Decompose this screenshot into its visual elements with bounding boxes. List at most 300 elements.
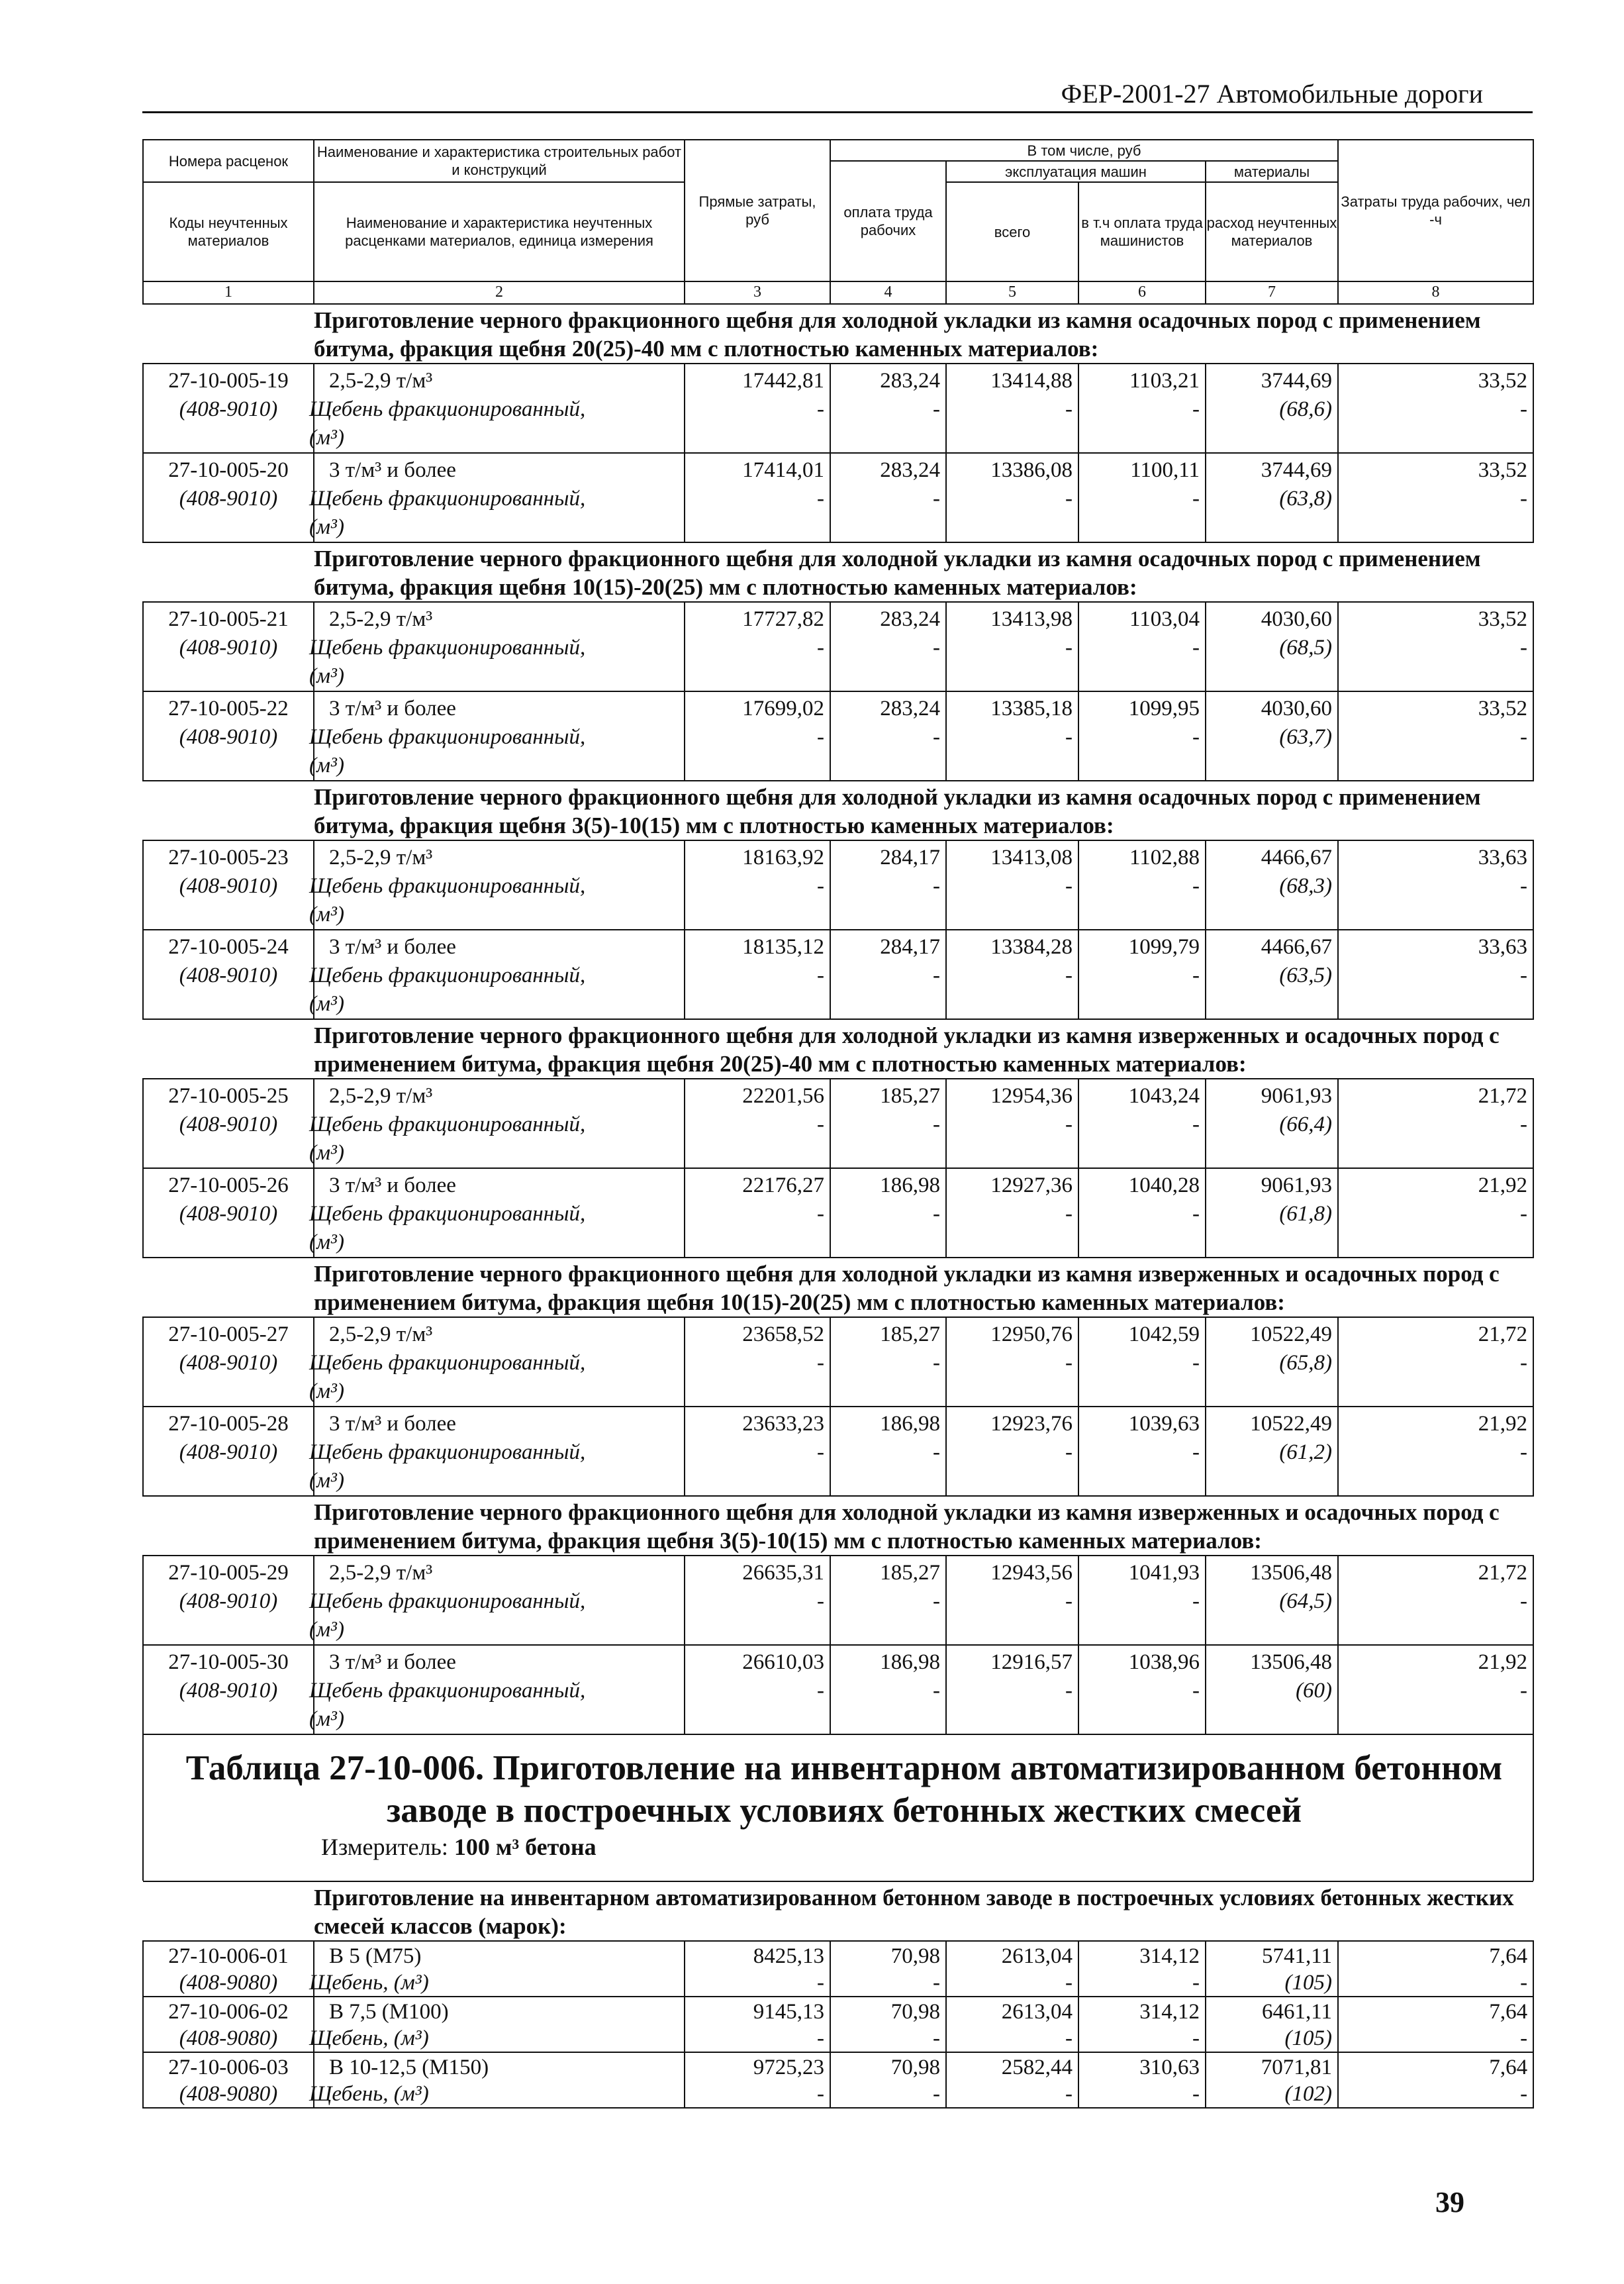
rate-code: 27-10-005-29 (168, 1561, 289, 1585)
value-v4: 284,17 (880, 935, 940, 959)
value-dash: - (1520, 1971, 1528, 1995)
value-dash: - (817, 1679, 824, 1703)
col-header-work-name: Наименование и характеристика строительных работ и конструкций (314, 140, 685, 182)
value-v6: 1038,96 (1128, 1650, 1200, 1674)
rate-code: 27-10-005-22 (168, 697, 289, 720)
material-use: (66,4) (1279, 1113, 1333, 1136)
value-v7: 13506,48 (1250, 1561, 1333, 1585)
page-number: 39 (1435, 2186, 1464, 2218)
value-dash: - (1192, 2082, 1200, 2106)
material-unit: (м³) (309, 992, 344, 1016)
value-dash: - (1192, 1971, 1200, 1995)
table-row (143, 1407, 1533, 1496)
work-name: 3 т/м³ и более (329, 697, 456, 720)
value-v6: 1040,28 (1128, 1173, 1200, 1197)
material-code: (408-9080) (179, 1971, 278, 1995)
material-name: Щебень фракционированный, (309, 1351, 586, 1375)
material-unit: (м³) (309, 903, 344, 926)
value-v8: 33,52 (1478, 458, 1528, 482)
value-v6: 1103,04 (1129, 607, 1200, 631)
work-name: 2,5-2,9 т/м³ (329, 846, 433, 869)
value-dash: - (1192, 725, 1200, 749)
value-dash: - (933, 1440, 940, 1464)
section-row (143, 304, 1533, 364)
material-unit: (м³) (309, 1707, 344, 1731)
value-v6: 1041,93 (1128, 1561, 1200, 1585)
value-v7: 3744,69 (1261, 369, 1333, 393)
value-v6: 1099,79 (1128, 935, 1200, 959)
section-title: Приготовление черного фракционного щебня для холодной укладки из камня осадочных пород с применением битума, фракция щебня 20(25)-40 мм с плотностью каменных материалов: (143, 304, 1533, 364)
value-dash: - (1192, 1440, 1200, 1464)
value-dash: - (1520, 1351, 1528, 1375)
section-title: Приготовление черного фракционного щебня для холодной укладки из камня осадочных пород с применением битума, фракция щебня 3(5)-10(15) мм с плотностью каменных материалов: (143, 781, 1533, 840)
value-v6: 1042,59 (1128, 1322, 1200, 1346)
value-v3: 26610,03 (742, 1650, 824, 1674)
value-v3: 23633,23 (742, 1412, 824, 1436)
value-dash: - (933, 874, 940, 898)
value-v7: 10522,49 (1250, 1322, 1333, 1346)
table-row (143, 1168, 1533, 1258)
table-row (143, 1079, 1533, 1168)
value-dash: - (1520, 1679, 1528, 1703)
value-v7: 6461,11 (1261, 2000, 1332, 2024)
col-header-wages: оплата труда рабочих (830, 161, 946, 281)
material-name: Щебень фракционированный, (309, 636, 586, 660)
material-unit: (м³) (309, 1379, 344, 1403)
value-v5: 12916,57 (990, 1650, 1073, 1674)
value-v7: 5741,11 (1261, 1944, 1332, 1968)
work-name: 2,5-2,9 т/м³ (329, 1322, 433, 1346)
table2-unit (321, 1833, 597, 1861)
section-title: Приготовление на инвентарном автоматизированном бетонном заводе в построечных условиях бетонных жестких смесей классов (марок): (143, 1881, 1533, 1941)
unit-label: Измеритель: (321, 1834, 448, 1860)
value-dash: - (933, 1202, 940, 1226)
section-title: Приготовление черного фракционного щебня для холодной укладки из камня изверженных и осадочных пород с применением битума, фракция щебня 10(15)-20(25) мм с плотностью каменных материалов: (143, 1258, 1533, 1317)
value-v8: 7,64 (1489, 2000, 1528, 2024)
value-v5: 13414,88 (990, 369, 1073, 393)
work-name: В 5 (М75) (329, 1944, 422, 1968)
value-dash: - (1065, 1589, 1073, 1613)
value-v8: 21,92 (1478, 1650, 1528, 1674)
value-dash: - (1065, 725, 1073, 749)
value-dash: - (1192, 1679, 1200, 1703)
value-v8: 21,92 (1478, 1173, 1528, 1197)
value-dash: - (1065, 1202, 1073, 1226)
value-dash: - (1520, 874, 1528, 898)
material-use: (61,2) (1279, 1440, 1333, 1464)
col-number: 4 (830, 281, 946, 304)
value-v8: 21,72 (1478, 1322, 1528, 1346)
material-code: (408-9010) (179, 874, 278, 898)
value-dash: - (1192, 1113, 1200, 1136)
value-dash: - (817, 1351, 824, 1375)
value-v3: 26635,31 (742, 1561, 824, 1585)
value-v7: 3744,69 (1261, 458, 1333, 482)
value-v8: 33,63 (1478, 935, 1528, 959)
value-dash: - (1065, 636, 1073, 660)
rate-code: 27-10-005-19 (168, 369, 289, 393)
page-header: ФЕР-2001-27 Автомобильные дороги (1061, 79, 1483, 109)
value-v3: 8425,13 (753, 1944, 824, 1968)
material-use: (61,8) (1279, 1202, 1333, 1226)
material-code: (408-9010) (179, 964, 278, 987)
material-code: (408-9010) (179, 1679, 278, 1703)
material-unit: (м³) (309, 664, 344, 688)
value-dash: - (933, 2026, 940, 2050)
value-v8: 33,52 (1478, 607, 1528, 631)
rate-code: 27-10-005-28 (168, 1412, 289, 1436)
material-name: Щебень фракционированный, (309, 874, 586, 898)
table-row (143, 1317, 1533, 1407)
rate-code: 27-10-006-02 (168, 2000, 289, 2024)
table-row (143, 2052, 1533, 2108)
value-v4: 186,98 (880, 1173, 940, 1197)
value-v3: 17442,81 (742, 369, 824, 393)
material-unit: (м³) (309, 515, 344, 539)
material-unit: (м³) (309, 1618, 344, 1642)
value-dash: - (1065, 1113, 1073, 1136)
material-name: Щебень фракционированный, (309, 725, 586, 749)
material-code: (408-9010) (179, 636, 278, 660)
value-dash: - (933, 636, 940, 660)
value-dash: - (1065, 487, 1073, 511)
value-dash: - (1520, 1113, 1528, 1136)
table-border (142, 1722, 144, 1881)
col-number: 7 (1206, 281, 1338, 304)
value-dash: - (933, 1113, 940, 1136)
section-row (143, 542, 1533, 602)
value-v5: 12923,76 (990, 1412, 1073, 1436)
material-name: Щебень фракционированный, (309, 1202, 586, 1226)
table-row (143, 840, 1533, 930)
value-v4: 70,98 (890, 1944, 940, 1968)
col-header-machinist-wages: в т.ч оплата труда машинистов (1078, 182, 1206, 281)
value-dash: - (1520, 487, 1528, 511)
table-row (143, 364, 1533, 453)
table-row (143, 691, 1533, 781)
col-header-labor: Затраты труда рабочих, чел -ч (1338, 140, 1533, 281)
material-name: Щебень, (м³) (309, 2082, 429, 2106)
value-dash: - (1520, 1589, 1528, 1613)
value-v5: 12927,36 (990, 1173, 1073, 1197)
value-v6: 1100,11 (1130, 458, 1200, 482)
work-name: 2,5-2,9 т/м³ (329, 607, 433, 631)
value-v5: 13384,28 (990, 935, 1073, 959)
col-header-machines-total: всего (946, 182, 1078, 281)
value-dash: - (1520, 725, 1528, 749)
value-v6: 1103,21 (1129, 369, 1200, 393)
work-name: 3 т/м³ и более (329, 935, 456, 959)
section-row (143, 1496, 1533, 1556)
value-dash: - (1192, 964, 1200, 987)
value-dash: - (817, 874, 824, 898)
section-title: Приготовление черного фракционного щебня для холодной укладки из камня изверженных и осадочных пород с применением битума, фракция щебня 3(5)-10(15) мм с плотностью каменных материалов: (143, 1496, 1533, 1556)
value-v3: 17414,01 (742, 458, 824, 482)
material-use: (68,6) (1279, 397, 1333, 421)
rate-code: 27-10-005-30 (168, 1650, 289, 1674)
value-dash: - (1520, 964, 1528, 987)
rate-code: 27-10-006-03 (168, 2056, 289, 2079)
value-dash: - (817, 1113, 824, 1136)
section-title: Приготовление черного фракционного щебня для холодной укладки из камня изверженных и осадочных пород с применением битума, фракция щебня 20(25)-40 мм с плотностью каменных материалов: (143, 1019, 1533, 1079)
table2-caption: Таблица 27-10-006. Приготовление на инвентарном автоматизированном бетонном заводе в построечных условиях бетонных жестких смесей (185, 1749, 1503, 1830)
value-v5: 2582,44 (1001, 2056, 1073, 2079)
table-row (143, 602, 1533, 691)
material-use: (65,8) (1279, 1351, 1333, 1375)
value-dash: - (1065, 874, 1073, 898)
value-v5: 12943,56 (990, 1561, 1073, 1585)
value-v5: 13385,18 (990, 697, 1073, 720)
value-dash: - (817, 725, 824, 749)
value-v8: 33,52 (1478, 697, 1528, 720)
value-dash: - (817, 487, 824, 511)
value-dash: - (933, 1351, 940, 1375)
material-name: Щебень фракционированный, (309, 487, 586, 511)
material-code: (408-9010) (179, 487, 278, 511)
col-number: 1 (143, 281, 314, 304)
value-v7: 13506,48 (1250, 1650, 1333, 1674)
material-use: (63,7) (1279, 725, 1333, 749)
value-v4: 70,98 (890, 2056, 940, 2079)
value-v6: 1099,95 (1128, 697, 1200, 720)
value-v8: 7,64 (1489, 2056, 1528, 2079)
value-v3: 17727,82 (742, 607, 824, 631)
col-header-material-codes: Коды неучтенных материалов (143, 182, 314, 281)
value-v4: 185,27 (880, 1322, 940, 1346)
work-name: 3 т/м³ и более (329, 458, 456, 482)
col-header-machines: эксплуатация машин (946, 161, 1206, 182)
section-row (143, 1258, 1533, 1317)
unit-value: 100 м³ бетона (454, 1834, 597, 1860)
value-dash: - (1192, 487, 1200, 511)
value-v7: 4466,67 (1261, 935, 1333, 959)
concrete-table (142, 1881, 1534, 2109)
value-dash: - (1520, 636, 1528, 660)
material-name: Щебень фракционированный, (309, 1589, 586, 1613)
value-dash: - (1065, 1971, 1073, 1995)
material-use: (63,8) (1279, 487, 1333, 511)
material-code: (408-9010) (179, 1113, 278, 1136)
header-rule (142, 111, 1533, 113)
value-v3: 18163,92 (742, 846, 824, 869)
value-v8: 7,64 (1489, 1944, 1528, 1968)
rate-code: 27-10-005-27 (168, 1322, 289, 1346)
value-v4: 284,17 (880, 846, 940, 869)
material-unit: (м³) (309, 1469, 344, 1493)
col-number: 8 (1338, 281, 1533, 304)
work-name: 2,5-2,9 т/м³ (329, 1561, 433, 1585)
value-dash: - (933, 2082, 940, 2106)
value-v5: 13413,98 (990, 607, 1073, 631)
value-dash: - (1065, 1440, 1073, 1464)
value-dash: - (1192, 1351, 1200, 1375)
value-dash: - (1192, 636, 1200, 660)
material-name: Щебень, (м³) (309, 2026, 429, 2050)
section-row (143, 1019, 1533, 1079)
value-dash: - (1192, 1202, 1200, 1226)
work-name: В 10-12,5 (М150) (329, 2056, 489, 2079)
work-name: 2,5-2,9 т/м³ (329, 369, 433, 393)
col-number: 3 (685, 281, 830, 304)
material-code: (408-9010) (179, 1202, 278, 1226)
material-code: (408-9010) (179, 397, 278, 421)
value-v7: 4030,60 (1261, 697, 1333, 720)
value-dash: - (817, 2026, 824, 2050)
value-dash: - (933, 1971, 940, 1995)
value-v5: 13413,08 (990, 846, 1073, 869)
rate-code: 27-10-005-21 (168, 607, 289, 631)
value-dash: - (933, 964, 940, 987)
material-code: (408-9010) (179, 725, 278, 749)
rate-code: 27-10-005-24 (168, 935, 289, 959)
value-v3: 22176,27 (742, 1173, 824, 1197)
table-row (143, 1556, 1533, 1645)
value-v4: 70,98 (890, 2000, 940, 2024)
work-name: В 7,5 (М100) (329, 2000, 449, 2024)
section-row (143, 1881, 1533, 1941)
value-v7: 10522,49 (1250, 1412, 1333, 1436)
value-dash: - (817, 1971, 824, 1995)
work-name: 2,5-2,9 т/м³ (329, 1084, 433, 1108)
value-dash: - (817, 1202, 824, 1226)
col-number: 6 (1078, 281, 1206, 304)
value-dash: - (1065, 1351, 1073, 1375)
material-use: (105) (1284, 1971, 1332, 1995)
value-v5: 13386,08 (990, 458, 1073, 482)
value-v4: 186,98 (880, 1412, 940, 1436)
value-v3: 9725,23 (753, 2056, 824, 2079)
value-dash: - (817, 964, 824, 987)
value-v7: 9061,93 (1261, 1084, 1333, 1108)
rate-code: 27-10-005-20 (168, 458, 289, 482)
col-header-material-use: расход неучтенных материалов (1206, 182, 1338, 281)
material-code: (408-9010) (179, 1589, 278, 1613)
col-header-materials: материалы (1206, 161, 1338, 182)
material-use: (63,5) (1279, 964, 1333, 987)
value-v5: 12954,36 (990, 1084, 1073, 1108)
value-dash: - (1192, 2026, 1200, 2050)
work-name: 3 т/м³ и более (329, 1650, 456, 1674)
value-dash: - (933, 1589, 940, 1613)
table-row (143, 1645, 1533, 1734)
value-dash: - (933, 397, 940, 421)
value-v8: 21,92 (1478, 1412, 1528, 1436)
value-v6: 310,63 (1139, 2056, 1200, 2079)
value-v8: 33,52 (1478, 369, 1528, 393)
value-dash: - (817, 1589, 824, 1613)
value-v4: 283,24 (880, 697, 940, 720)
value-v4: 185,27 (880, 1084, 940, 1108)
work-name: 3 т/м³ и более (329, 1412, 456, 1436)
value-dash: - (1520, 397, 1528, 421)
table-row (143, 453, 1533, 542)
value-dash: - (1065, 397, 1073, 421)
material-name: Щебень, (м³) (309, 1971, 429, 1995)
value-v6: 314,12 (1139, 2000, 1200, 2024)
value-dash: - (817, 2082, 824, 2106)
value-dash: - (817, 1440, 824, 1464)
col-header-material-names: Наименование и характеристика неучтенных расценками материалов, единица измерения (314, 182, 685, 281)
value-dash: - (1520, 2026, 1528, 2050)
material-name: Щебень фракционированный, (309, 397, 586, 421)
value-v6: 1043,24 (1128, 1084, 1200, 1108)
value-v7: 4466,67 (1261, 846, 1333, 869)
value-dash: - (1520, 2082, 1528, 2106)
value-v8: 21,72 (1478, 1084, 1528, 1108)
material-name: Щебень фракционированный, (309, 964, 586, 987)
material-unit: (м³) (309, 1230, 344, 1254)
col-header-rate-number: Номера расценок (143, 140, 314, 182)
rate-code: 27-10-005-26 (168, 1173, 289, 1197)
material-use: (68,5) (1279, 636, 1333, 660)
value-dash: - (1520, 1440, 1528, 1464)
col-header-direct-costs: Прямые затраты, руб (685, 140, 830, 281)
value-v3: 17699,02 (742, 697, 824, 720)
rate-code: 27-10-005-23 (168, 846, 289, 869)
table-row (143, 1941, 1533, 1997)
value-v4: 283,24 (880, 458, 940, 482)
rate-code: 27-10-005-25 (168, 1084, 289, 1108)
value-dash: - (1065, 964, 1073, 987)
value-v8: 21,72 (1478, 1561, 1528, 1585)
material-code: (408-9080) (179, 2082, 278, 2106)
material-name: Щебень фракционированный, (309, 1679, 586, 1703)
material-code: (408-9080) (179, 2026, 278, 2050)
material-use: (64,5) (1279, 1589, 1333, 1613)
value-v3: 22201,56 (742, 1084, 824, 1108)
value-dash: - (1192, 397, 1200, 421)
value-v6: 314,12 (1139, 1944, 1200, 1968)
value-v7: 9061,93 (1261, 1173, 1333, 1197)
value-v5: 2613,04 (1001, 2000, 1073, 2024)
material-use: (60) (1296, 1679, 1333, 1703)
value-dash: - (1065, 1679, 1073, 1703)
work-name: 3 т/м³ и более (329, 1173, 456, 1197)
col-number: 5 (946, 281, 1078, 304)
value-dash: - (1065, 2026, 1073, 2050)
material-unit: (м³) (309, 754, 344, 777)
rates-table (142, 139, 1534, 1735)
material-code: (408-9010) (179, 1351, 278, 1375)
value-v8: 33,63 (1478, 846, 1528, 869)
col-header-including: В том числе, руб (830, 140, 1338, 161)
material-code: (408-9010) (179, 1440, 278, 1464)
table-row (143, 930, 1533, 1019)
col-number: 2 (314, 281, 685, 304)
value-v5: 2613,04 (1001, 1944, 1073, 1968)
value-dash: - (1192, 874, 1200, 898)
value-v6: 1102,88 (1129, 846, 1200, 869)
material-unit: (м³) (309, 1141, 344, 1165)
value-dash: - (933, 725, 940, 749)
table-border (1533, 1722, 1534, 1881)
value-dash: - (1192, 1589, 1200, 1613)
value-v4: 283,24 (880, 369, 940, 393)
value-dash: - (1520, 1202, 1528, 1226)
value-v7: 7071,81 (1261, 2056, 1332, 2079)
value-v7: 4030,60 (1261, 607, 1333, 631)
value-v5: 12950,76 (990, 1322, 1073, 1346)
section-row (143, 781, 1533, 840)
table-row (143, 1997, 1533, 2052)
value-dash: - (1065, 2082, 1073, 2106)
value-v6: 1039,63 (1128, 1412, 1200, 1436)
value-v4: 283,24 (880, 607, 940, 631)
material-use: (105) (1284, 2026, 1332, 2050)
value-v4: 186,98 (880, 1650, 940, 1674)
value-dash: - (817, 636, 824, 660)
value-v3: 9145,13 (753, 2000, 824, 2024)
